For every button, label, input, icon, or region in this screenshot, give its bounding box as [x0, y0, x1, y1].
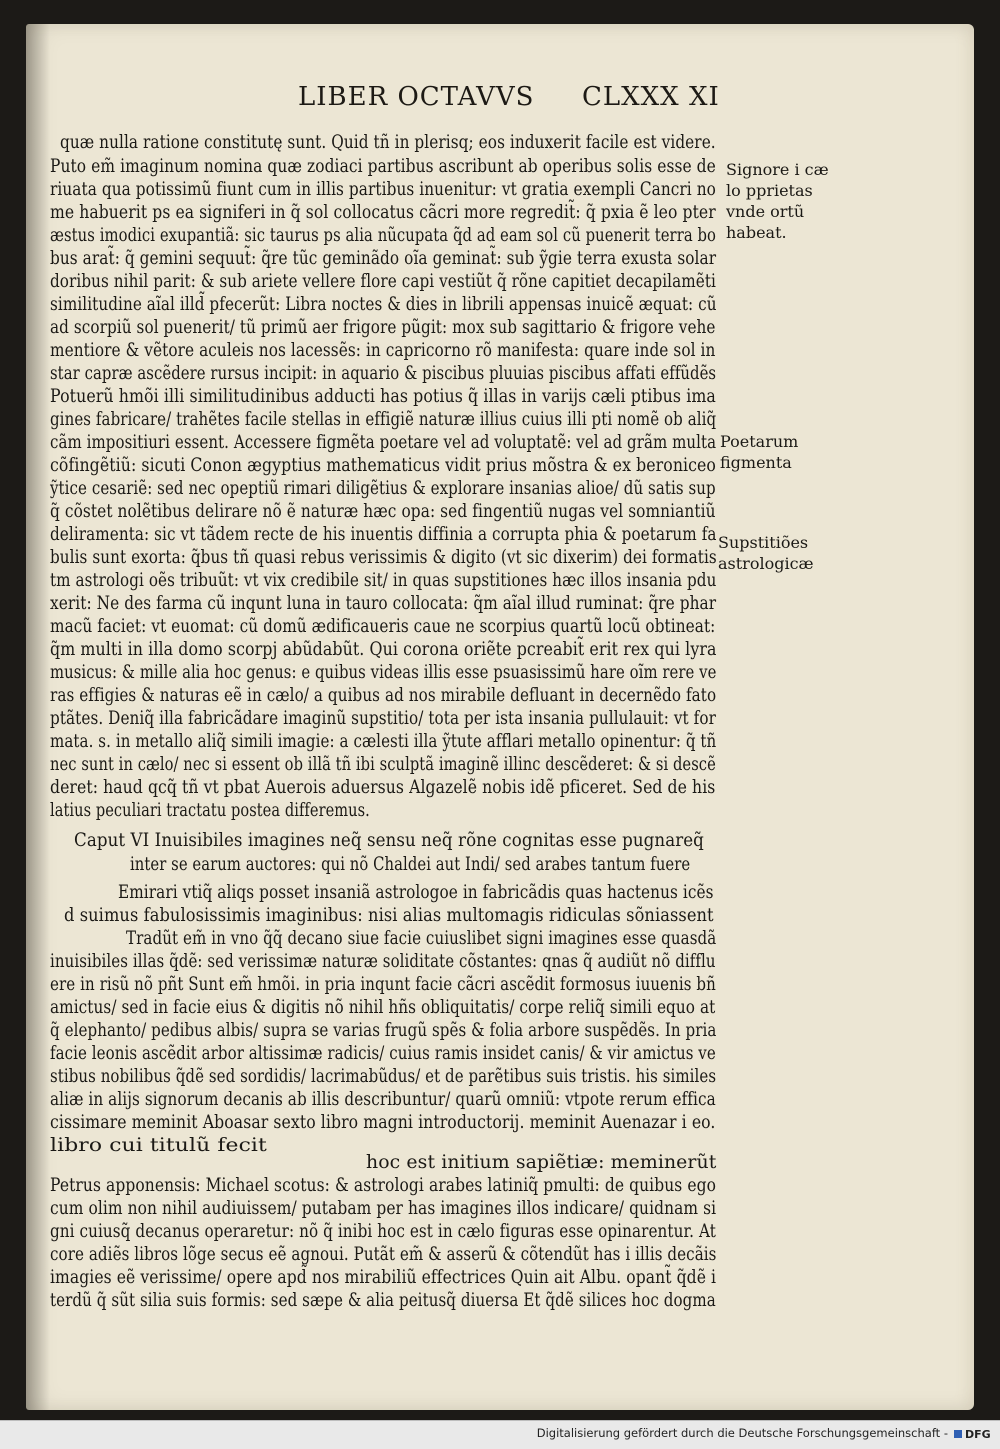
funding-notice: Digitalisierung gefördert durch die Deutsche Forschungsgemeinschaft - [536, 1426, 948, 1440]
text-line: xerit: Ne des farma cũ inqunt luna in tauro collocata: q̃m aĩal illud ruminat: q̃re phar [50, 592, 717, 614]
text-line: ptãtes. Deniq̃ illa fabricãdare imaginũ supstitio/ tota per ista insania pullulauit: vt for [50, 707, 716, 729]
text-line: stibus nobilibus q̃dẽ sed sordidis/ lacrimabũdus/ et de parẽtibus suis tristis. his similes [50, 1065, 717, 1087]
text-line: deliramenta: sic vt tãdem recte de his inuentis diffinia a corrupta phia & poetarum fa [50, 523, 717, 545]
dfg-logo [954, 1426, 994, 1442]
text-line: similitudine aĩal illd̃ pfecerũt: Libra noctes & dies in librili appensas inuicẽ æquat: cũ [50, 293, 717, 315]
text-line: libro cui titulũ fecit [50, 1134, 267, 1156]
text-line: quæ nulla ratione constitutę sunt. Quid tñ in plerisq; eos induxerit facile est videre. [60, 131, 716, 153]
text-line: riuata qua potissimũ fiunt cum in illis partibus inuenitur: vt gratia exempli Cancri no [50, 178, 716, 200]
digitization-footer [0, 1420, 1000, 1449]
text-line: d suimus fabulosissimis imaginibus: nisi alias multomagis ridiculas sõniassent [64, 904, 714, 926]
margin-note: Supstitiões [718, 533, 809, 552]
margin-note: habeat. [726, 223, 787, 242]
text-line: mentiore & vẽtore aculeis nos lacessẽs: in capricorno rõ manifesta: quare inde sol in [50, 339, 716, 361]
text-line: ad scorpiũ sol puenerit/ tũ primũ aer frigore pũgit: mox sub sagittario & frigore vehe [50, 316, 716, 338]
text-line: facie leonis ascẽdit arbor altissimæ radicis/ cuius ramis insidet canis/ & vir amictus ve [50, 1042, 716, 1064]
text-line: latius peculiari tractatu postea differemus. [50, 799, 370, 821]
text-line: musicus: & mille alia hoc genus: e quibus videas illis esse psuasissimũ hare oĩm rere ve [50, 661, 717, 683]
margin-note: astrologicæ [718, 554, 814, 573]
text-line: cãm impositiuri essent. Accessere figmẽta poetare vel ad voluptatẽ: vel ad grãm multa [50, 431, 717, 453]
text-line: gni cuiusq̃ decanus operaretur: nõ q̃ inibi hoc est in cælo figuras esse opinarentur. At [50, 1220, 716, 1242]
chapter-heading: Caput VI Inuisibiles imagines neq̃ sensu neq̃ rõne cognitas esse pugnareq̃ [74, 829, 704, 851]
text-line: Potuerũ hmõi illi similitudinibus adducti has potius q̃ illas in varijs cæli ptibus ima [50, 385, 716, 407]
text-line: doribus nihil parit: & sub ariete vellere flore capi vestiũt q̃ rõne capitiet decapilamẽti [50, 270, 716, 292]
text-line: deret: haud qcq̃ tñ vt pbat Auerois aduersus Algazelẽ nobis idẽ pficeret. Sed de his [50, 776, 716, 798]
margin-note: Poetarum [720, 432, 799, 451]
text-line: aliæ in alijs signorum decanis ab illis describuntur/ quarũ omniũ: vtpote rerum effica [50, 1088, 716, 1110]
dfg-logo-text: DFG [965, 1427, 991, 1441]
chapter-heading: inter se earum auctores: qui nõ Chaldei aut Indi/ sed arabes tantum fuere [130, 853, 691, 875]
text-line: gines fabricare/ trahẽtes facile stellas in effigiẽ naturæ illius cuius illi pti nomẽ ob aliq̃ [50, 408, 717, 430]
text-line: terdũ q̃ sũt silia suis formis: sed sæpe & alia peitusq̃ diuersa Et q̃dẽ silices hoc dogma [50, 1289, 716, 1311]
text-line: Tradũt em̃ in vno q̃q̃ decano siue facie cuiuslibet signi imagines esse quasdã [126, 927, 717, 949]
text-line: cum olim non nihil audiuissem/ putabam per has imagines illos indicare/ quidnam si [50, 1197, 717, 1219]
text-line: æstus imodici exupantiã: sic taurus ps alia nũcupata q̃d ad eam sol cũ puenerit terra bo [50, 224, 717, 246]
text-line: star capræ ascẽdere rursus incipit: in aquario & piscibus pluuias piscibus affati effũdẽs [50, 362, 717, 384]
text-line: Puto em̃ imaginum nomina quæ zodiaci partibus ascribunt ab operibus solis esse de [50, 155, 716, 177]
text-line: ras effigies & naturas eẽ in cælo/ a quibus ad nos mirabile defluant in decernẽdo fato [50, 684, 717, 706]
text-line: Petrus apponensis: Michael scotus: & astrologi arabes latiniq̃ pmulti: de quibus ego [50, 1174, 717, 1196]
text-line: inuisibiles illas q̃dẽ: sed verissimæ naturæ soliditate cõstantes: qnas q̃ audiũt nõ difflu [50, 950, 716, 972]
margin-note: lo pprietas [726, 181, 813, 200]
text-line: cissimare meminit Aboasar sexto libro magni introductorij. meminit Auenazar i eo. [50, 1111, 716, 1133]
text-line: amictus/ sed in facie eius & digitis nõ nihil hñs obliquitatis/ corpe reliq̃ simili equo at [50, 996, 716, 1018]
book-title: LIBER OCTAVVS [298, 82, 535, 112]
text-line: q̃ cõstet nolẽtibus delirare nõ ẽ naturæ hæc opa: sed fingentiũ nugas vel somniantiũ [50, 500, 716, 522]
text-line: cõfingẽtiũ: sicuti Conon ægyptius mathematicus vidit prius mõstra & ex beroniceo [50, 454, 716, 476]
margin-note: figmenta [720, 453, 792, 472]
margin-note: Signore i cæ [726, 160, 829, 179]
text-line: imagies eẽ verissime/ opere apd̃ nos mirabiliũ effectrices Quin ait Albu. opant̃ q̃dẽ i [50, 1266, 717, 1288]
text-line: core adiẽs libros lõge secus eẽ agnoui. Putãt em̃ & asserũ & cõtendũt has i illis decãis [50, 1243, 717, 1265]
text-line: q̃ elephanto/ pedibus albis/ supra se varias frugũ spẽs & folia arbore suspẽdẽs. In pria [50, 1019, 717, 1041]
text-line: mata. s. in metallo aliq̃ simili imagie: a cælesti illa ỹtute afflari metallo opinentur: q̃ tñ [50, 730, 717, 752]
margin-note: vnde ortũ [726, 202, 805, 221]
text-line: nec sunt in cælo/ nec si essent ob illã tñ ibi sculptã imaginẽ illinc descẽderet: & si descẽ [50, 753, 716, 775]
text-line: hoc est initium sapiẽtiæ: meminerũt [366, 1151, 717, 1173]
text-line: macũ faciet: vt euomat: cũ domũ ædificaueris caue ne scorpius quartũ locũ obtineat: [50, 615, 716, 637]
text-line: Emirari vtiq̃ aliqs posset insaniã astrologoe in fabricãdis quas hactenus icẽs [118, 881, 714, 903]
text-line: q̃m multi in illa domo scorpj abũdabũt. Qui corona oriẽte pcreabit̃ erit rex qui lyra [50, 638, 717, 660]
text-line: ỹtice cesariẽ: sed nec opeptiũ rimari diligẽtius & explorare insanias alioe/ dũ satis sup [50, 477, 716, 499]
text-line: tm astrologi oẽs tribuũt: vt vix credibile sit/ in quas supstitiones hæc illos insania pdu [50, 569, 717, 591]
dfg-logo-icon [954, 1430, 962, 1438]
text-line: bus arat̃: q̃ gemini sequut̃: q̃re tũc geminãdo oĩa geminat̃: sub ỹgie terra exusta solar [50, 247, 717, 269]
text-line: bulis sunt exorta: q̃bus tñ quasi rebus verissimis & digito (vt sic dixerim) dei formatis [50, 546, 717, 568]
folio-number: CLXXX XI [582, 82, 720, 112]
text-line: ere in risũ nõ pñt Sunt em̃ hmõi. in pria inqunt facie cãcri ascẽdit formosus iuuenis bñ [50, 973, 716, 995]
text-line: me habuerit ps ea signiferi in q̃ sol collocatus cãcri more regredit̃: q̃ pxia ẽ leo pter [50, 201, 716, 223]
